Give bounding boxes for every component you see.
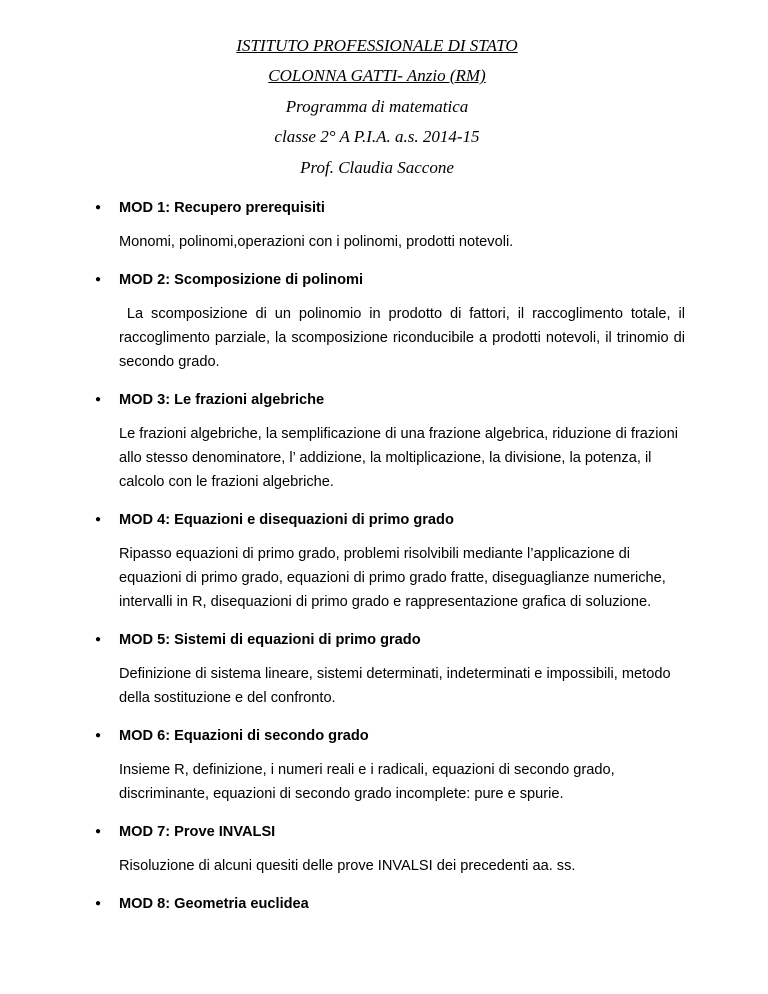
module-title: MOD 8: Geometria euclidea bbox=[119, 896, 309, 912]
bullet-icon: ● bbox=[95, 202, 102, 213]
module-title: MOD 5: Sistemi di equazioni di primo grado bbox=[119, 632, 421, 648]
module-title: MOD 1: Recupero prerequisiti bbox=[119, 200, 325, 216]
module-1 bbox=[0, 196, 768, 254]
bullet-icon: ● bbox=[95, 826, 102, 837]
bullet-icon: ● bbox=[95, 274, 102, 285]
module-title: MOD 4: Equazioni e disequazioni di primo grado bbox=[119, 512, 454, 528]
bullet-icon: ● bbox=[95, 634, 102, 645]
module-6 bbox=[0, 724, 768, 806]
module-description: Monomi, polinomi,operazioni con i polinomi, prodotti notevoli. bbox=[119, 234, 514, 250]
teacher-name: Prof. Claudia Saccone bbox=[300, 158, 454, 177]
bullet-icon: ● bbox=[95, 394, 102, 405]
module-description: Ripasso equazioni di primo grado, problemi risolvibili mediante l’applicazione di equazioni di primo grado, equazioni di primo grado fratte, diseguaglianze numeriche, intervalli in R, disequazioni di primo grado e rappresentazione grafica di soluzione. bbox=[119, 546, 666, 610]
document-title: Programma di matematica bbox=[285, 97, 469, 116]
module-4 bbox=[0, 508, 768, 614]
module-description: Definizione di sistema lineare, sistemi determinati, indeterminati e impossibili, metodo della sostituzione e del confronto. bbox=[119, 666, 671, 706]
module-list bbox=[0, 196, 768, 916]
module-description: La scomposizione di un polinomio in prodotto di fattori, il raccoglimento totale, il raccoglimento parziale, la scomposizione riconducibile a prodotti notevoli, il trinomio di secondo grado. bbox=[119, 306, 690, 370]
module-title: MOD 6: Equazioni di secondo grado bbox=[119, 728, 369, 744]
module-8 bbox=[0, 892, 768, 916]
school-location: COLONNA GATTI- Anzio (RM) bbox=[268, 66, 486, 85]
module-3 bbox=[0, 388, 768, 494]
module-description: Le frazioni algebriche, la semplificazione di una frazione algebrica, riduzione di frazioni allo stesso denominatore, l’ addizione, la moltiplicazione, la divisione, la potenza, il calcolo con le frazioni algebriche. bbox=[119, 426, 678, 490]
module-description: Insieme R, definizione, i numeri reali e i radicali, equazioni di secondo grado, discriminante, equazioni di secondo grado incomplete: pure e spurie. bbox=[119, 762, 615, 802]
school-name: ISTITUTO PROFESSIONALE DI STATO bbox=[236, 36, 518, 55]
module-description: Risoluzione di alcuni quesiti delle prove INVALSI dei precedenti aa. ss. bbox=[119, 858, 576, 874]
module-5 bbox=[0, 628, 768, 710]
module-title: MOD 2: Scomposizione di polinomi bbox=[119, 272, 364, 288]
bullet-icon: ● bbox=[95, 514, 102, 525]
bullet-icon: ● bbox=[95, 730, 102, 741]
module-2 bbox=[0, 268, 768, 374]
module-title: MOD 7: Prove INVALSI bbox=[119, 824, 276, 840]
module-title: MOD 3: Le frazioni algebriche bbox=[119, 392, 325, 408]
bullet-icon: ● bbox=[95, 898, 102, 909]
module-7 bbox=[0, 820, 768, 878]
class-info: classe 2° A P.I.A. a.s. 2014-15 bbox=[274, 127, 480, 146]
